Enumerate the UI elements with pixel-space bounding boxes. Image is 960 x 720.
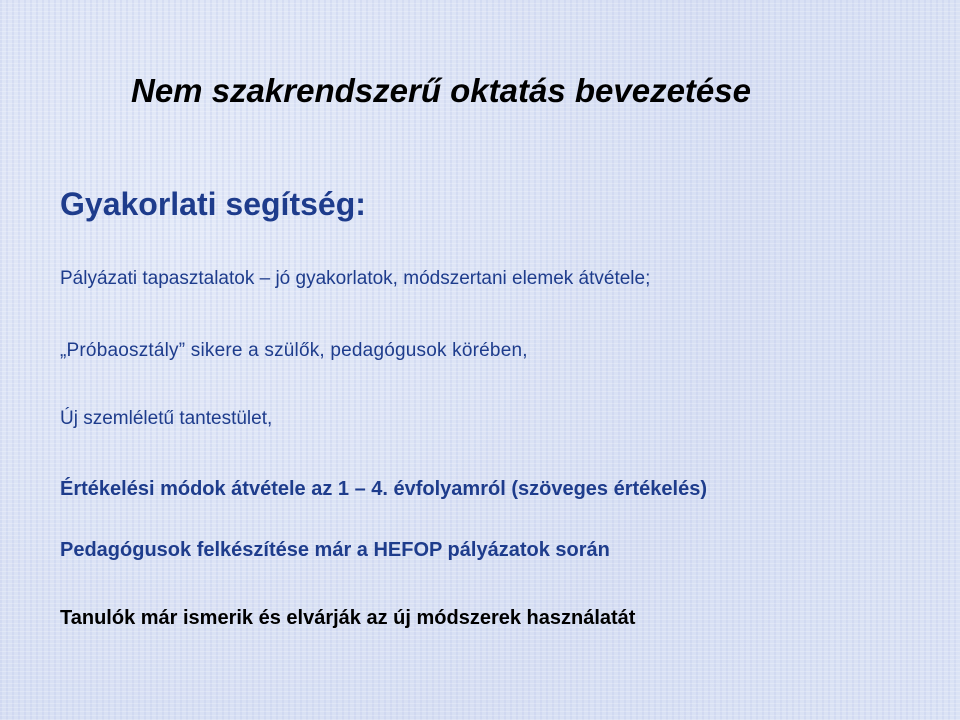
slide-title: Nem szakrendszerű oktatás bevezetése: [131, 72, 751, 109]
content-line-1: Pályázati tapasztalatok – jó gyakorlatok, módszertani elemek átvétele;: [60, 268, 651, 289]
content-line-3: Új szemléletű tantestület,: [60, 408, 273, 429]
content-line-5: Pedagógusok felkészítése már a HEFOP pályázatok során: [60, 539, 610, 561]
content-line-2: „Próbaosztály” sikere a szülők, pedagógusok körében,: [60, 340, 528, 361]
slide-subtitle: Gyakorlati segítség:: [60, 186, 366, 222]
content-line-6: Tanulók már ismerik és elvárják az új módszerek használatát: [60, 607, 636, 629]
content-line-4: Értékelési módok átvétele az 1 – 4. évfolyamról (szöveges értékelés): [60, 478, 707, 500]
